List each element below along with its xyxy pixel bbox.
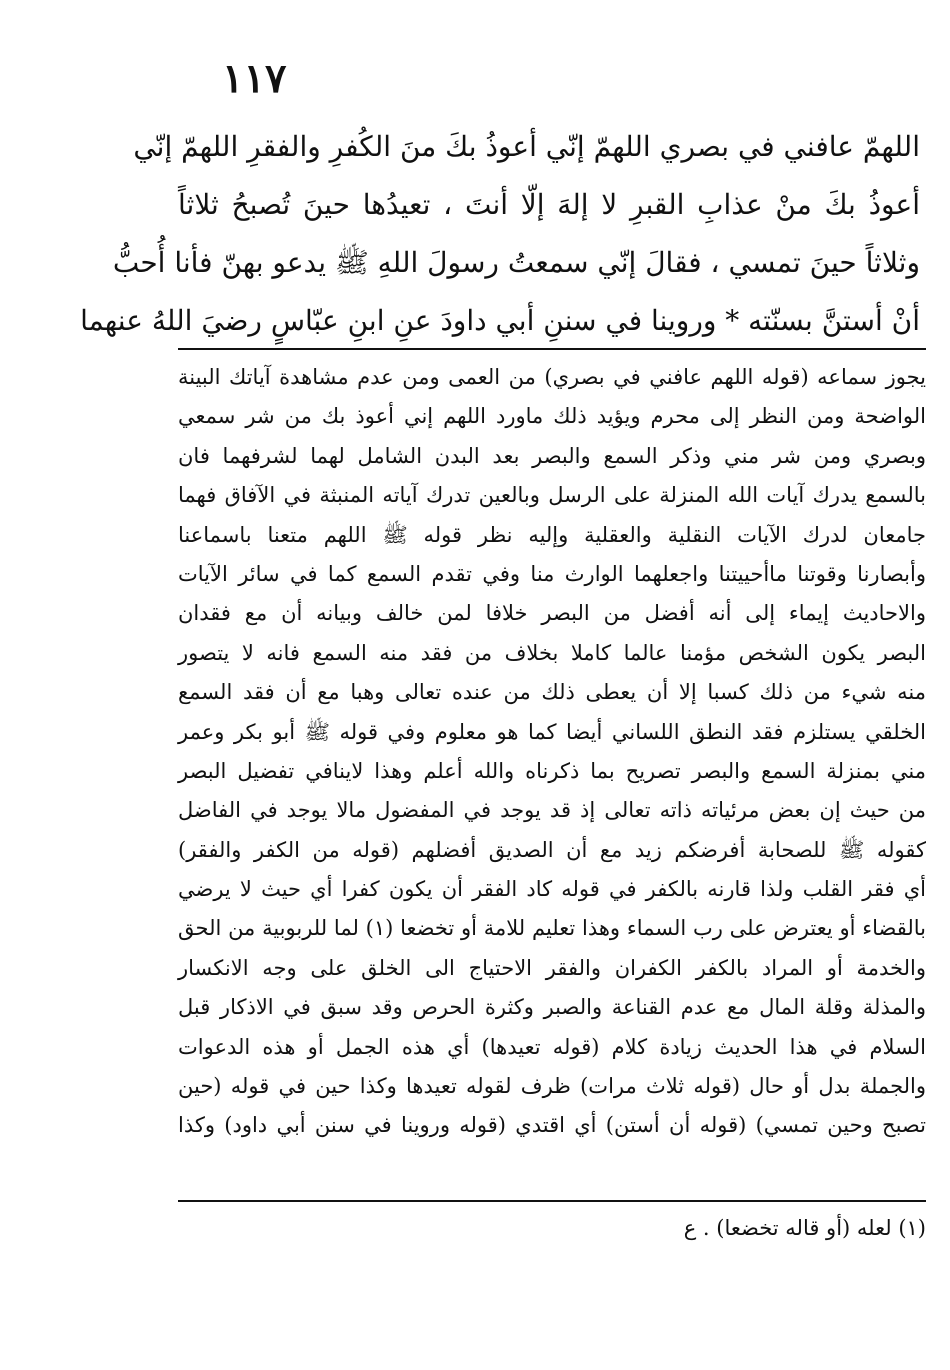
commentary-line: منه شيء من ذلك كسبا إلا أن يعطى ذلك من عنده تعالى وهبا مع أن فقد السمع bbox=[178, 680, 926, 705]
commentary-line: الخلقي يستلزم فقد النطق اللساني أيضا كما هو معلوم وفي قوله ﷺ أبو بكر وعمر bbox=[178, 719, 926, 744]
commentary-line: والاحاديث إيماء إلى أنه أفضل من البصر خلافا لمن خالف وبيانه أن مع فقدان bbox=[178, 601, 926, 626]
footnote-divider bbox=[178, 1200, 926, 1202]
section-divider bbox=[178, 348, 926, 350]
footnote: (١) لعله (أو قاله تخضعا) . ع bbox=[683, 1216, 926, 1240]
commentary-line: بالقضاء أو يعترض على رب السماء وهذا تعليم للامة أو تخضعا (١) لما للربوبية من الحق bbox=[178, 916, 926, 941]
commentary-line: بالسمع يدرك آيات الله المنزلة على الرسل وبالعين تدرك آياته المنبثة في الآفاق فهما bbox=[178, 483, 926, 508]
main-text bbox=[80, 118, 921, 350]
page-number: ١١٧ bbox=[222, 55, 287, 102]
commentary-line: الواضحة ومن النظر إلى محرم ويؤيد ذلك ماورد اللهم إني أعوذ بك من شر سمعي bbox=[178, 404, 926, 429]
main-line: أعوذُ بكَ منْ عذابِ القبرِ لا إلهَ إلّا أنتَ ، تعيدُها حينَ تُصبحُ ثلاثاً bbox=[178, 188, 921, 221]
commentary-text bbox=[178, 358, 926, 1146]
commentary-line: السلام في هذا الحديث زيادة كلام (قوله تعيدها) أي هذه الجمل أو هذه الدعوات bbox=[178, 1034, 926, 1059]
commentary-line: والجملة بدل أو حال (قوله ثلاث مرات) ظرف لقوله تعيدها وكذا حين في قوله (حين bbox=[178, 1074, 926, 1099]
commentary-line: كقوله ﷺ للصحابة أفرضكم زيد مع أن الصديق أفضلهم (قوله من الكفر والفقر) bbox=[178, 837, 926, 862]
commentary-line: مني بمنزلة السمع والبصر تصريح بما ذكرناه والله أعلم وهذا لاينافي تفضيل البصر bbox=[178, 758, 926, 783]
commentary-line: جامعان لدرك الآيات النقلية والعقلية وإليه نظر قوله ﷺ اللهم متعنا باسماعنا bbox=[178, 522, 926, 547]
main-line: اللهمّ عافني في بصري اللهمّ إنّي أعوذُ بكَ منَ الكُفرِ والفقرِ اللهمّ إنّي bbox=[133, 130, 920, 163]
commentary-line: البصر يكون الشخص مؤمنا عالما كاملا بخلاف من فقد منه السمع فانه لا يتصور bbox=[178, 640, 926, 665]
commentary-line: وبصري ومن شر مني وذكر السمع والبصر بعد البدن الشامل لهما لشرفهما فان bbox=[178, 443, 926, 468]
main-line: أنْ أستنَّ بسنّته * وروينا في سننِ أبي داودَ عنِ ابنِ عبّاسٍ رضيَ اللهُ عنهما bbox=[80, 304, 920, 337]
main-line: وثلاثاً حينَ تمسي ، فقالَ إنّي سمعتُ رسولَ اللهِ ﷺ يدعو بهنّ فأنا أُحبُّ bbox=[112, 246, 920, 279]
commentary-line: أي فقر القلب ولذا قارنه بالكفر في قوله كاد الفقر أن يكون كفرا أي حيث لا يرضي bbox=[178, 877, 926, 902]
commentary-line: وأبصارنا وقوتنا ماأحييتنا واجعلهما الوارث منا وفي تقدم السمع كما في سائر الآيات bbox=[178, 561, 926, 586]
commentary-line: والمذلة وقلة المال مع عدم القناعة والصبر وكثرة الحرص وقد سبق في الاذكار قبل bbox=[178, 995, 926, 1020]
commentary-line: من حيث إن بعض مرئياته ذاته تعالى إذ قد يوجد في المفضول مالا يوجد في الفاضل bbox=[178, 798, 926, 823]
commentary-line: يجوز سماعه (قوله اللهم عافني في بصري) من العمى ومن عدم مشاهدة آياتك البينة bbox=[178, 365, 926, 389]
commentary-line: والخدمة أو المراد بالكفر الكفران والفقر الاحتياج الى الخلق على وجه الانكسار bbox=[178, 955, 926, 980]
commentary-line: تصبح وحين تمسي) (قوله أن أستن) أي اقتدي (قوله وروينا في سنن أبي داود) وكذا bbox=[178, 1113, 926, 1138]
